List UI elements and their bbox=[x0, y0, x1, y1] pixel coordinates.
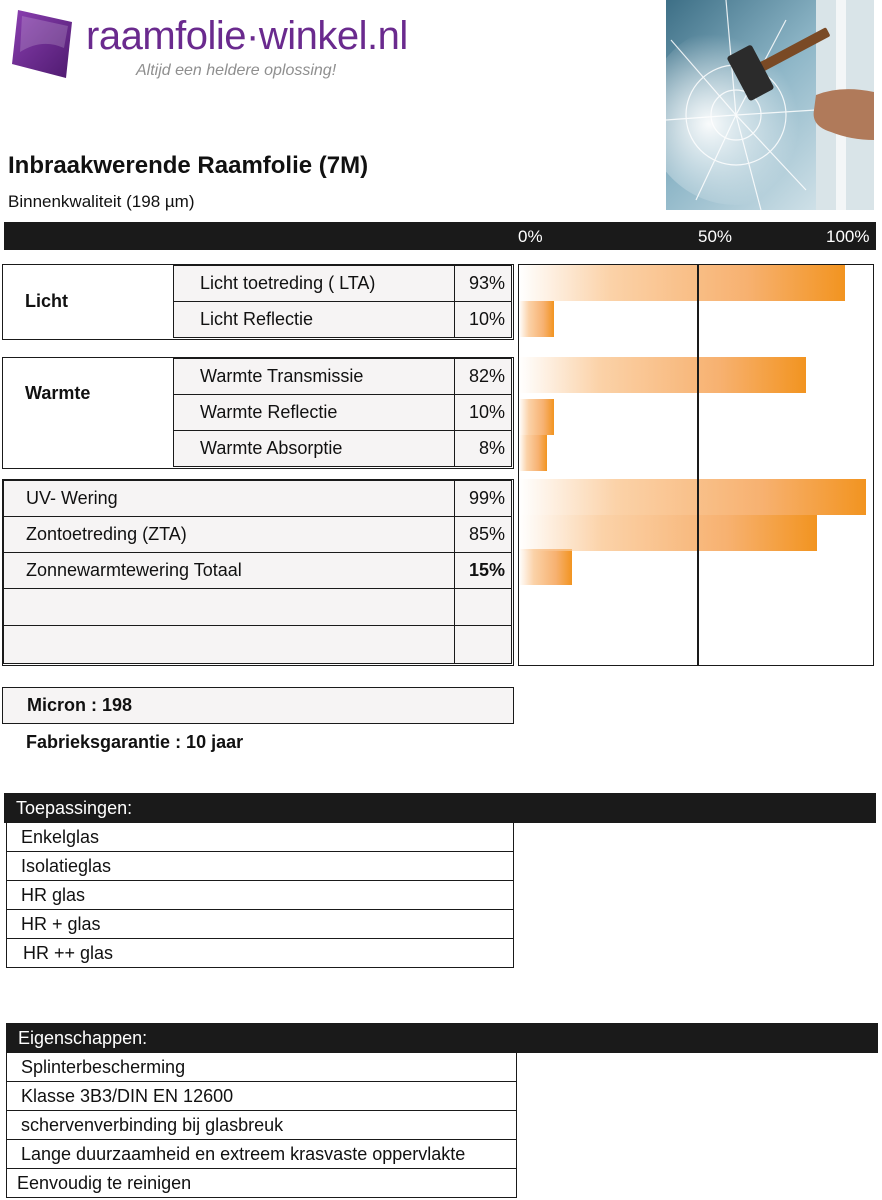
overig-row-label: Zonnewarmtewering Totaal bbox=[3, 552, 455, 589]
toepassingen-header: Toepassingen: bbox=[4, 793, 876, 823]
product-subtitle: Binnenkwaliteit (198 µm) bbox=[8, 192, 195, 211]
overig-row-value: 99% bbox=[454, 480, 512, 517]
warmte-row-value: 8% bbox=[454, 430, 512, 467]
overig-row-value: 15% bbox=[454, 552, 512, 589]
empty-row-value bbox=[454, 625, 512, 664]
list-item: Klasse 3B3/DIN EN 12600 bbox=[6, 1081, 517, 1111]
scale-label-0: 0% bbox=[518, 227, 543, 246]
warmte-row-label: Warmte Transmissie bbox=[173, 358, 455, 395]
chart-bar bbox=[519, 515, 817, 551]
scale-header-bar bbox=[4, 222, 876, 250]
licht-table bbox=[2, 264, 514, 340]
list-item: Splinterbescherming bbox=[6, 1052, 517, 1082]
list-item: Isolatieglas bbox=[6, 851, 514, 881]
overig-row-label: Zontoetreding (ZTA) bbox=[3, 516, 455, 553]
scale-label-100: 100% bbox=[826, 227, 870, 246]
hammer-breaking-glass-photo bbox=[666, 0, 874, 210]
list-item: schervenverbinding bij glasbreuk bbox=[6, 1110, 517, 1140]
eigenschappen-header: Eigenschappen: bbox=[6, 1023, 878, 1053]
chart-bar bbox=[519, 357, 806, 393]
licht-row-value: 10% bbox=[454, 301, 512, 338]
bar-chart bbox=[518, 264, 874, 666]
fabrieksgarantie-text: Fabrieksgarantie : 10 jaar bbox=[26, 732, 244, 752]
empty-row-label bbox=[3, 588, 455, 626]
warmte-row-label: Warmte Absorptie bbox=[173, 430, 455, 467]
licht-row-value: 93% bbox=[454, 265, 512, 302]
warmte-table bbox=[2, 357, 514, 469]
brand-name: raamfolie·winkel.nl bbox=[86, 14, 408, 58]
chart-midline-50 bbox=[697, 265, 699, 665]
warmte-row-value: 82% bbox=[454, 358, 512, 395]
empty-row-label bbox=[3, 625, 455, 664]
list-item: Eenvoudig te reinigen bbox=[6, 1168, 517, 1198]
warmte-row-value: 10% bbox=[454, 394, 512, 431]
list-item: HR ++ glas bbox=[6, 938, 514, 968]
overig-table bbox=[2, 479, 514, 666]
chart-bar bbox=[519, 301, 554, 337]
overig-row-value: 85% bbox=[454, 516, 512, 553]
product-title: Inbraakwerende Raamfolie (7M) bbox=[8, 152, 369, 179]
licht-row-label: Licht Reflectie bbox=[173, 301, 455, 338]
scale-label-50: 50% bbox=[698, 227, 733, 246]
chart-bar bbox=[519, 549, 572, 585]
overig-row-label: UV- Wering bbox=[3, 480, 455, 517]
list-item: Enkelglas bbox=[6, 822, 514, 852]
chart-bar bbox=[519, 435, 547, 471]
licht-row-label: Licht toetreding ( LTA) bbox=[173, 265, 455, 302]
logo-icon bbox=[8, 8, 74, 80]
chart-bar bbox=[519, 399, 554, 435]
tagline: Altijd een heldere oplossing! bbox=[136, 62, 337, 79]
warmte-row-label: Warmte Reflectie bbox=[173, 394, 455, 431]
empty-row-value bbox=[454, 588, 512, 626]
micron-box: Micron : 198 bbox=[2, 687, 514, 724]
warmte-group-label: Warmte bbox=[3, 358, 173, 428]
chart-bar bbox=[519, 479, 866, 515]
list-item: HR glas bbox=[6, 880, 514, 910]
list-item: HR + glas bbox=[6, 909, 514, 939]
licht-group-label: Licht bbox=[3, 265, 173, 338]
list-item: Lange duurzaamheid en extreem krasvaste oppervlakte bbox=[6, 1139, 517, 1169]
chart-bar bbox=[519, 265, 845, 301]
